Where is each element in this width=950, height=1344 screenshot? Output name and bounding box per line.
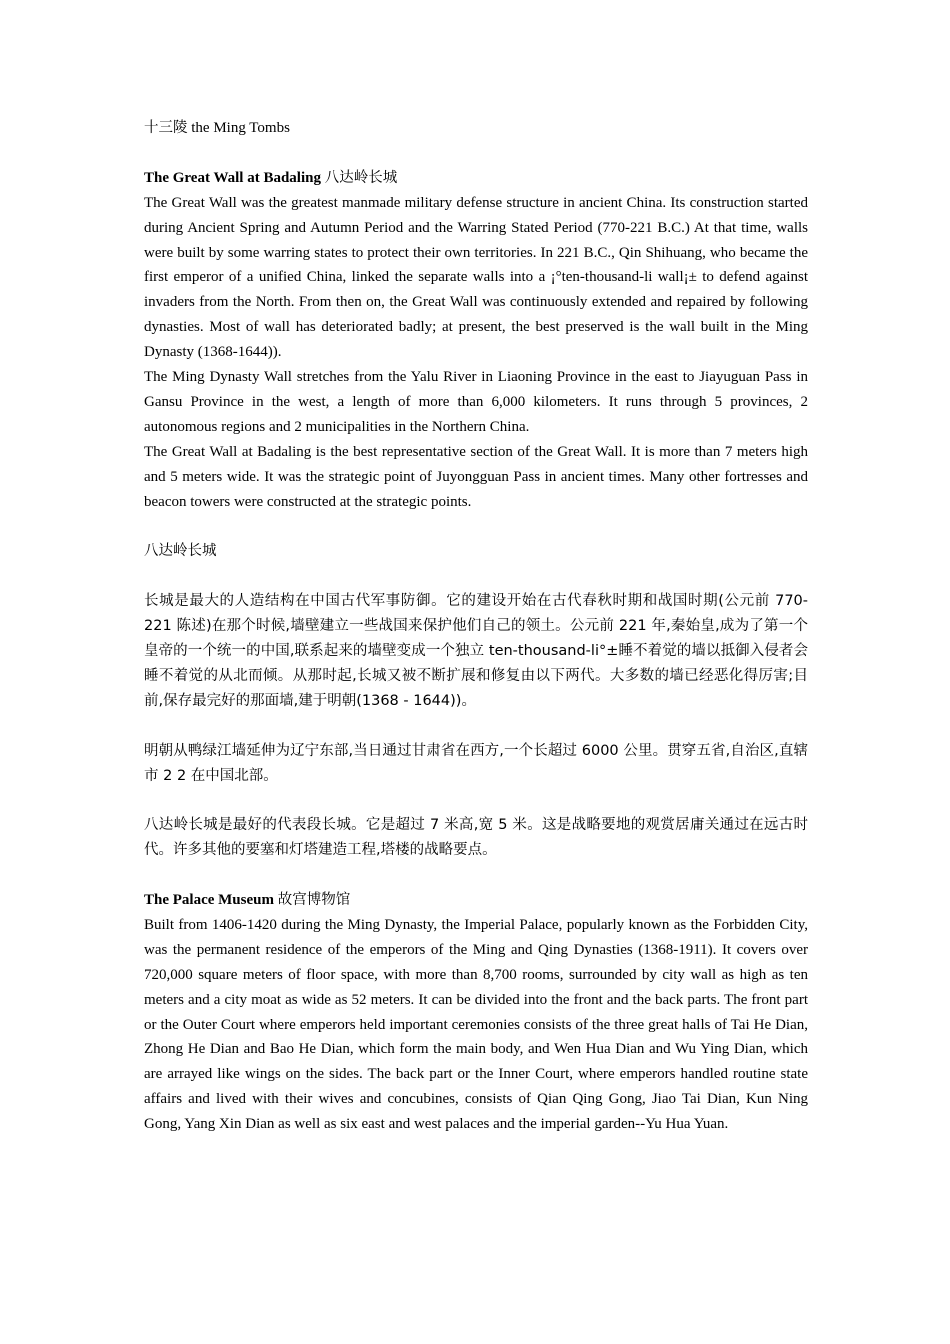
ming-tombs-title bbox=[144, 116, 808, 141]
great-wall-paragraph-1: The Great Wall was the greatest manmade military defense structure in ancient China. Its construction started during Ancient Spring and Autumn Period and the Warring Stated Period (770-221 B.C.) At that time, walls were built by some warring states to protect their own territories. In 221 B.C., Qin Shihuang, who became the first emperor of a unified China, linked the separate walls into a ¡°ten-thousand-li wall¡± to defend against invaders from the North. From then on, the Great Wall was continuously extended and repaired by following dynasties. Most of wall has deteriorated badly; at present, the best preserved is the wall built in the Ming Dynasty (1368-1644)). bbox=[144, 194, 808, 361]
great-wall-cn-paragraph-2: 明朝从鸭绿江墙延伸为辽宁东部,当日通过甘肃省在西方,一个长超过 6000 公里。贯穿五省,自治区,直辖市 2 2 在中国北部。 bbox=[144, 742, 808, 784]
palace-museum-heading bbox=[144, 888, 808, 913]
spacer bbox=[144, 514, 808, 539]
spacer bbox=[144, 564, 808, 589]
great-wall-cn-paragraph-3: 八达岭长城是最好的代表段长城。它是超过 7 米高,宽 5 米。这是战略要地的观赏居庸关通过在远古时代。许多其他的要塞和灯塔建造工程,塔楼的战略要点。 bbox=[144, 817, 808, 859]
palace-museum-paragraph-1: Built from 1406-1420 during the Ming Dynasty, the Imperial Palace, popularly known as the Forbidden City, was the permanent residence of the emperors of the Ming and Qing Dynasties (1368-1911). It covers over 720,000 square meters of floor space, with more than 8,700 rooms, surrounded by city wall as high as ten meters and a city moat as wide as 52 meters. It can be divided into the front and the back parts. The front part or the Outer Court where emperors held important ceremonies consists of the three great halls of Tai He Dian, Zhong He Dian and Bao He Dian, which form the main body, and Wen Hua Dian and Wu Ying Dian, which are arrayed like wings on the sides. The back part or the Inner Court, where emperors handled routine state affairs and lived with their wives and concubines, consists of Qian Qing Gong, Jiao Tai Dian, Kun Ning Gong, Yang Xin Dian as well as six east and west palaces and the imperial garden--Yu Hua Yuan. bbox=[144, 916, 808, 1133]
document-page bbox=[144, 116, 808, 1137]
great-wall-cn-paragraph-1: 长城是最大的人造结构在中国古代军事防御。它的建设开始在古代春秋时期和战国时期(公元前 770-221 陈述)在那个时候,墙壁建立一些战国来保护他们自己的领土。公元前 221 年,秦始皇,成为了第一个皇帝的一个统一的中国,联系起来的墙壁变成一个独立 ten-thousand-li°±睡不着觉的墙以抵御入侵者会睡不着觉的从北而倾。从那时起,长城又被不断扩展和修复由以下两代。大多数的墙已经恶化得厉害;目前,保存最完好的那面墙,建于明朝(1368 - 1644))。 bbox=[144, 593, 808, 709]
ming-tombs-title-cn: 十三陵 bbox=[144, 120, 188, 136]
palace-museum-heading-cn: 故宫博物馆 bbox=[277, 892, 351, 908]
ming-tombs-title-en: the Ming Tombs bbox=[191, 120, 290, 136]
spacer bbox=[144, 788, 808, 813]
spacer bbox=[144, 863, 808, 888]
spacer bbox=[144, 714, 808, 739]
spacer bbox=[144, 141, 808, 166]
great-wall-paragraph-2: The Ming Dynasty Wall stretches from the Yalu River in Liaoning Province in the east to Jiayuguan Pass in Gansu Province in the west, a length of more than 6,000 kilometers. It runs through 5 provinces, 2 autonomous regions and 2 municipalities in the Northern China. bbox=[144, 369, 808, 435]
great-wall-heading-en: The Great Wall at Badaling bbox=[144, 169, 321, 186]
great-wall-heading-cn: 八达岭长城 bbox=[324, 169, 398, 186]
great-wall-cn-heading: 八达岭长城 bbox=[144, 543, 217, 560]
great-wall-heading bbox=[144, 166, 808, 191]
palace-museum-heading-en: The Palace Museum bbox=[144, 892, 274, 908]
great-wall-paragraph-3: The Great Wall at Badaling is the best representative section of the Great Wall. It is more than 7 meters high and 5 meters wide. It was the strategic point of Juyongguan Pass in ancient times. Many other fortresses and beacon towers were constructed at the strategic points. bbox=[144, 443, 808, 510]
